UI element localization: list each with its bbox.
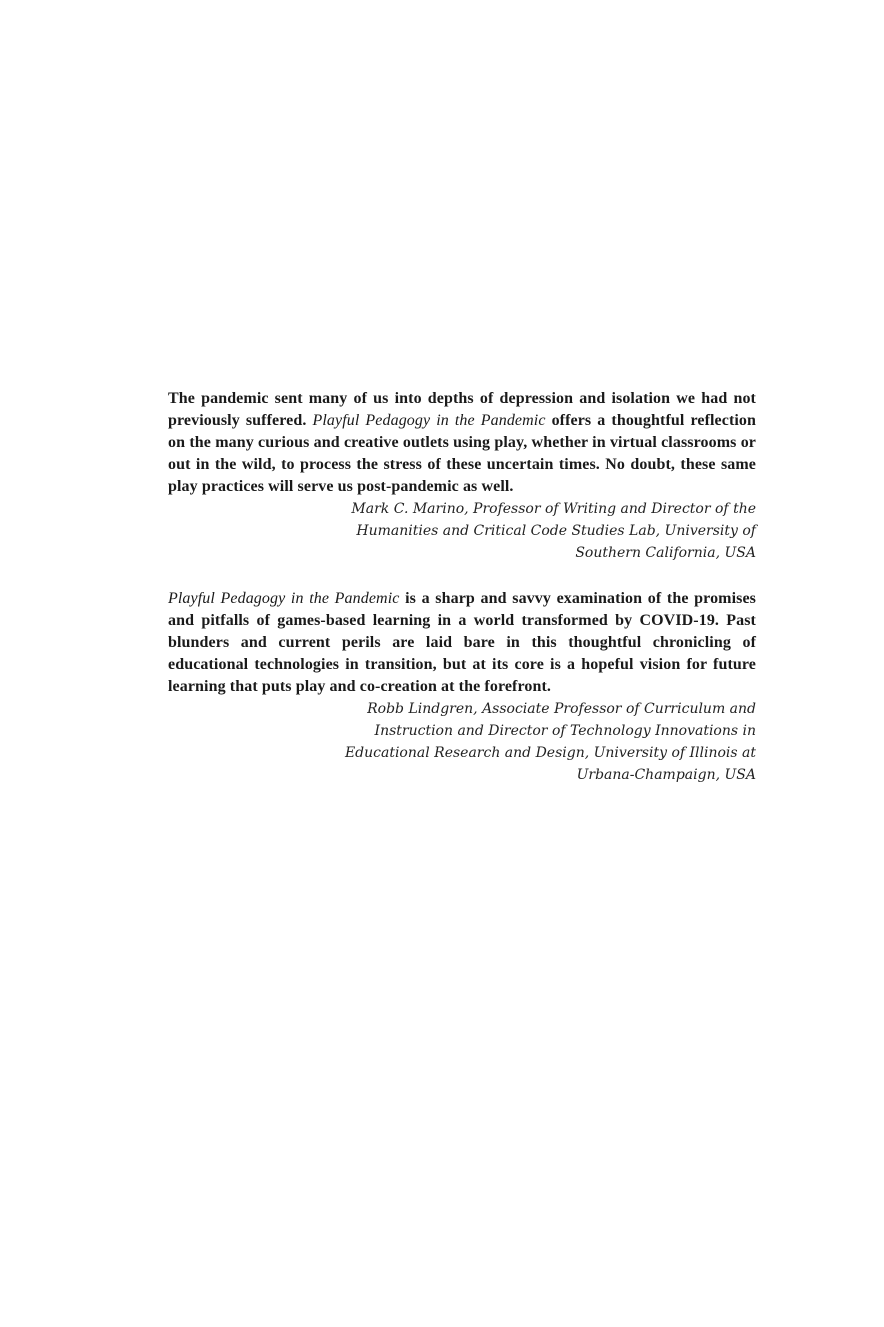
endorsement-attribution [168, 498, 756, 564]
attribution-line: Robb Lindgren, Associate Professor of Curriculum and [367, 701, 756, 717]
attribution-line: Humanities and Critical Code Studies Lab, University of [356, 523, 756, 539]
attribution-line: Southern California, USA [575, 545, 756, 561]
endorsement-attribution [168, 698, 756, 786]
attribution-line: Mark C. Marino, Professor of Writing and Director of the [351, 501, 756, 517]
endorsements-section [168, 388, 756, 786]
quote-text-after-title: is a sharp and savvy examination of the promises and pitfalls of games-based learning in a world transformed by COVID-19. Past blunders and current perils are laid bare in this thoughtful chronicling of educational technologies in transition, but at its core is a hopeful vision for future learning that puts play and co-creation at the forefront. [168, 590, 756, 695]
endorsement-marino [168, 388, 756, 564]
book-title-reference: Playful Pedagogy in the Pandemic [168, 590, 400, 607]
attribution-line: Urbana-Champaign, USA [576, 767, 756, 783]
book-title-reference: Playful Pedagogy in the Pandemic [312, 412, 546, 429]
attribution-line: Educational Research and Design, University of Illinois at [344, 745, 756, 761]
endorsement-quote [168, 388, 756, 498]
quote-text-before-title: The pandemic sent many of us into depths of depression and isolation we had not previously suffered. [168, 390, 756, 429]
quote-text-after-title: offers a thoughtful reflection on the many curious and creative outlets using play, whether in virtual classrooms or out in the wild, to process the stress of these uncertain times. No doubt, these same play practices will serve us post-pandemic as well. [168, 412, 757, 495]
attribution-line: Instruction and Director of Technology Innovations in [374, 723, 756, 739]
endorsement-lindgren [168, 588, 756, 786]
endorsement-quote [168, 588, 756, 698]
